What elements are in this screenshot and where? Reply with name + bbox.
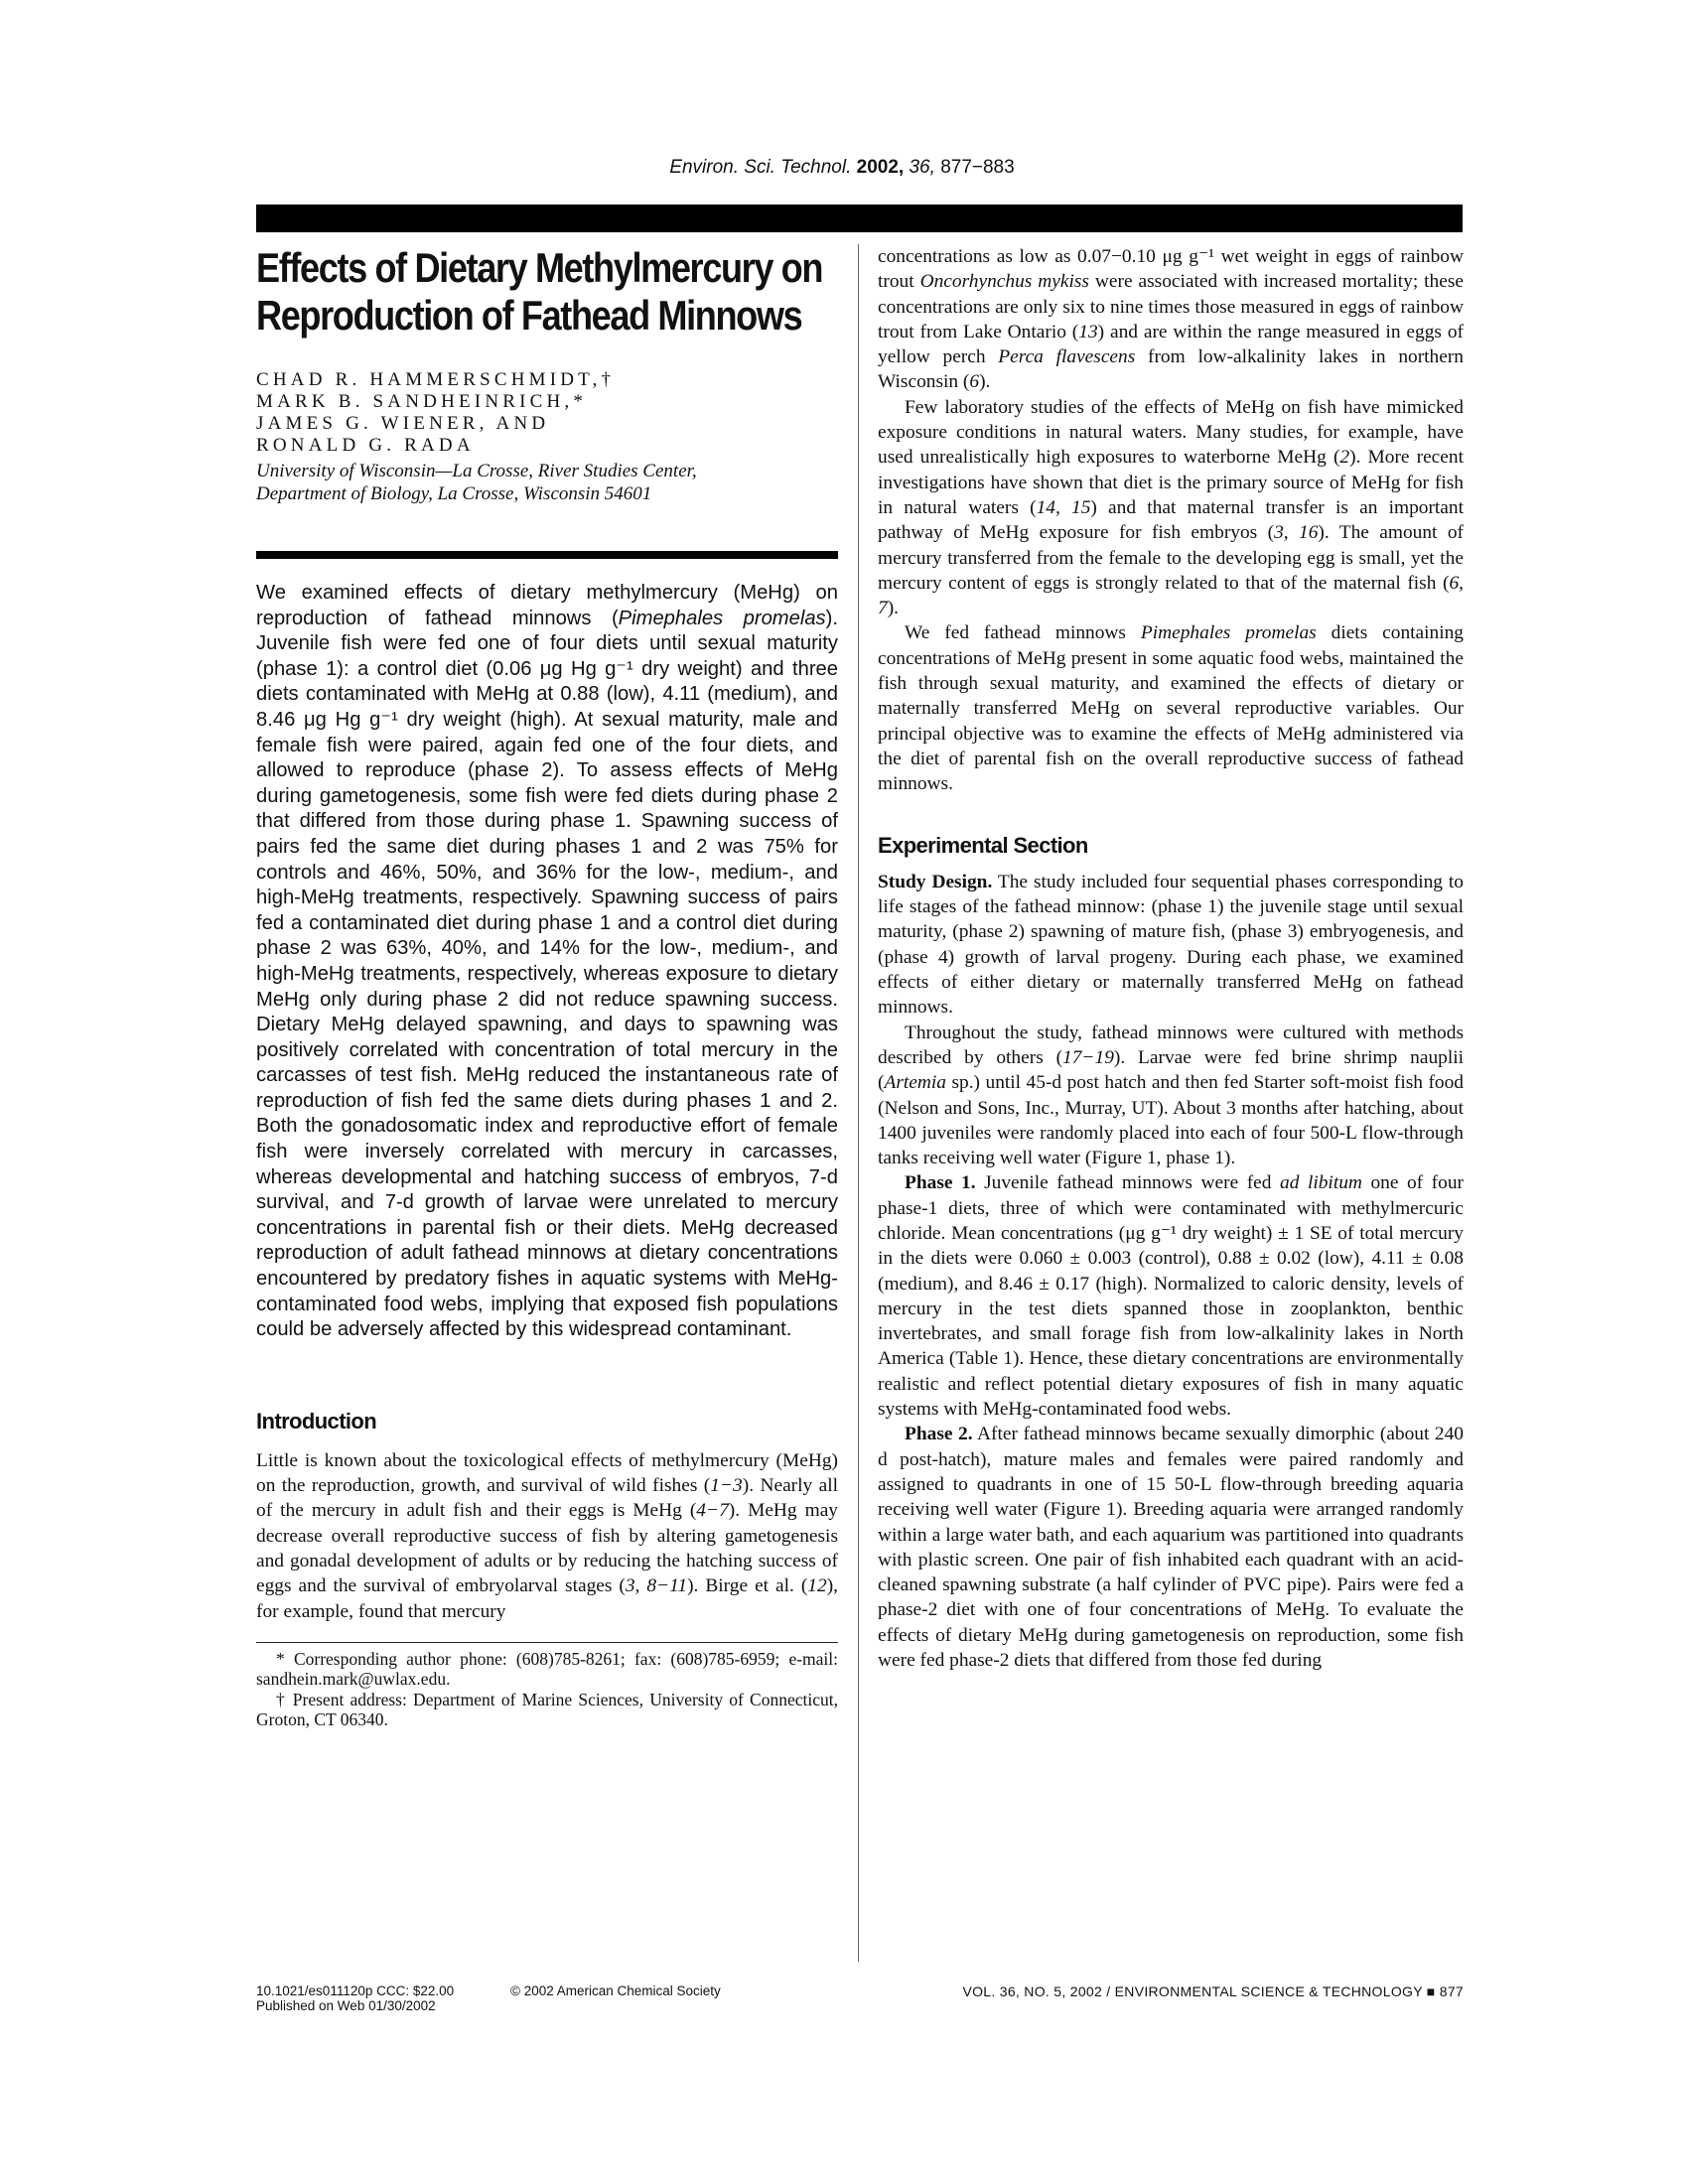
title-line-1: Effects of Dietary Methylmercury on — [256, 244, 823, 291]
species-name: Pimephales promelas — [618, 607, 826, 629]
paragraph: Throughout the study, fathead minnows were cultured with methods described by others (17−19). Larvae were fed brine shrimp nauplii (Artemia sp.) until 45-d post hatch and then fed Starter soft-moist fish food (Nelson and Sons, Inc., Murray, UT). About 3 months after hatching, about 1400 juveniles were randomly placed into each of four 500-L flow-through tanks receiving well water (Figure 1, phase 1). — [878, 1022, 1465, 1169]
abstract-rule — [256, 551, 838, 559]
article-title — [256, 244, 845, 340]
copyright: © 2002 American Chemical Society — [510, 1983, 721, 1998]
citation: 12 — [807, 1575, 827, 1597]
paragraph: Phase 2. After fathead minnows became sexually dimorphic (about 240 d post-hatch), mature males and females were paired randomly and assigned to quadrants in one of 15 50-L flow-through breeding aquaria receiving well water (Figure 1). Breeding aquaria were arranged randomly within a large water bath, and each aquarium was partitioned into quadrants with plastic screen. One pair of fish inhabited each quadrant with an acid-cleaned spawning substrate (a half cylinder of PVC pipe). Pairs were fed a phase-2 diet with one of four concentrations of MeHg. To evaluate the effects of dietary MeHg during gametogenesis on reproduction, some fish were fed phase-2 diets that differed from those fed during — [878, 1424, 1464, 1672]
author: JAMES G. WIENER, AND — [256, 413, 550, 434]
experimental-section-heading: Experimental Section — [878, 832, 1088, 858]
citation: 6, 7 — [878, 572, 1464, 619]
author-list — [256, 369, 838, 457]
citation: 13 — [1078, 321, 1098, 342]
citation: 6 — [969, 371, 980, 393]
running-head — [0, 157, 1684, 179]
run-in-heading: Study Design. — [878, 871, 993, 892]
header-bar — [256, 205, 1463, 232]
affiliation — [256, 460, 838, 505]
footnote-rule — [256, 1642, 838, 1643]
run-in-heading: Phase 2. — [905, 1424, 973, 1445]
footer-right: VOL. 36, NO. 5, 2002 / ENVIRONMENTAL SCIENCE & TECHNOLOGY ■ 877 — [962, 1983, 1464, 1999]
author: RONALD G. RADA — [256, 435, 475, 456]
author: CHAD R. HAMMERSCHMIDT,† — [256, 369, 616, 390]
paragraph: concentrations as low as 0.07−0.10 μg g⁻¹ wet weight in eggs of rainbow trout Oncorhynchus mykiss were associated with increased mortality; these concentrations are only six to nine times those measured in eggs of rainbow trout from Lake Ontario (13) and are within the range measured in eggs of yellow perch Perca flavescens from low-alkalinity lakes in northern Wisconsin (6). — [878, 246, 1465, 393]
species-name: Pimephales promelas — [1140, 622, 1317, 644]
species-name: Artemia — [884, 1072, 946, 1094]
species-name: Oncorhynchus mykiss — [919, 271, 1089, 293]
left-column — [256, 244, 838, 1730]
paragraph: We fed fathead minnows Pimephales promelas diets containing concentrations of MeHg present in some aquatic food webs, maintained the fish through sexual maturity, and examined the effects of dietary or maternally transferred MeHg on several reproductive variables. Our principal objective was to examine the effects of MeHg administered via the diet of parental fish on the overall reproductive success of fathead minnows. — [878, 622, 1464, 795]
journal-name: Environ. Sci. Technol. — [669, 157, 852, 178]
citation: 2 — [1339, 447, 1350, 469]
citation: 14, 15 — [1036, 496, 1091, 518]
footer-left — [256, 1983, 838, 2013]
affiliation-line-1: University of Wisconsin—La Crosse, River Studies Center, — [256, 461, 697, 481]
journal-volume: 36, — [909, 157, 935, 178]
citation: 4−7 — [696, 1500, 729, 1522]
introduction-text: Little is known about the toxicological effects of methylmercury (MeHg) on the reproduction, growth, and survival of wild fishes (1−3). Nearly all of the mercury in adult fish and their eggs is MeHg (4−7). MeHg may decrease overall reproductive success of fish by altering gametogenesis and gonadal development of adults or by reducing the hatching success of eggs and the survival of embryolarval stages (3, 8−11). Birge et al. (12), for example, found that mercury — [256, 1449, 839, 1622]
species-name: Perca flavescens — [998, 346, 1136, 368]
citation: 17−19 — [1062, 1046, 1114, 1068]
journal-pages: 877−883 — [940, 157, 1015, 178]
introduction-heading: Introduction — [256, 1408, 377, 1433]
corresponding-author-note: * Corresponding author phone: (608)785-8261; fax: (608)785-6959; e-mail: sandhein.mark@uwlax.edu. — [256, 1648, 838, 1690]
run-in-heading: Phase 1. — [905, 1172, 976, 1194]
footnotes — [256, 1649, 838, 1730]
paragraph: Phase 1. Juvenile fathead minnows were fed ad libitum one of four phase-1 diets, three of which were contaminated with methylmercuric chloride. Mean concentrations (μg g⁻¹ dry weight) ± 1 SE of total mercury in the diets were 0.060 ± 0.003 (control), 0.88 ± 0.02 (low), 4.11 ± 0.08 (medium), and 8.46 ± 0.17 (high). Normalized to caloric density, levels of mercury in the test diets spanned those in zooplankton, benthic invertebrates, and small forage fish from low-alkalinity lakes in North America (Table 1). Hence, these dietary concentrations are environmentally realistic and reflect potential dietary exposures of fish in many aquatic systems with MeHg-contaminated food webs. — [878, 1172, 1464, 1421]
citation: 1−3 — [710, 1475, 743, 1497]
title-line-2: Reproduction of Fathead Minnows — [256, 292, 802, 339]
paragraph: Few laboratory studies of the effects of MeHg on fish have mimicked exposure conditions in natural waters. Many studies, for example, have used unrealistically high exposures to waterborne MeHg (2). More recent investigations have shown that diet is the primary source of MeHg for fish in natural waters (14, 15) and that maternal transfer is an important pathway of MeHg exposure for fish embryos (3, 16). The amount of mercury transferred from the female to the developing egg is small, yet the mercury content of eggs is strongly related to that of the maternal fish (6, 7). — [878, 396, 1464, 619]
author: MARK B. SANDHEINRICH,* — [256, 391, 588, 412]
affiliation-line-2: Department of Biology, La Crosse, Wisconsin 54601 — [256, 483, 652, 504]
paragraph: Study Design. The study included four sequential phases corresponding to life stages of the fathead minnow: (phase 1) the juvenile stage until sexual maturity, (phase 2) spawning of mature fish, (phase 3) embryogenesis, and (phase 4) growth of larval progeny. During each phase, we examined effects of either dietary or maternally transferred MeHg on fathead minnows. — [878, 871, 1464, 1019]
doi-line: 10.1021/es011120p CCC: $22.00 — [256, 1983, 455, 1998]
right-column — [878, 244, 1464, 1673]
published-date: Published on Web 01/30/2002 — [256, 1998, 436, 2013]
journal-year: 2002, — [856, 157, 905, 178]
citation: 3, 8−11 — [625, 1575, 688, 1597]
column-divider — [858, 244, 859, 1962]
citation: 3, 16 — [1274, 522, 1319, 544]
abstract: We examined effects of dietary methylmercury (MeHg) on reproduction of fathead minnows (Pimephales promelas). Juvenile fish were fed one of four diets until sexual maturity (phase 1): a control diet (0.06 μg Hg g⁻¹ dry weight) and three diets contaminated with MeHg at 0.88 (low), 4.11 (medium), and 8.46 μg Hg g⁻¹ dry weight (high). At sexual maturity, male and female fish were paired, again fed one of the four diets, and allowed to reproduce (phase 2). To assess effects of MeHg during gametogenesis, some fish were fed diets during phase 2 that differed from those during phase 1. Spawning success of pairs fed the same diet during phases 1 and 2 was 75% for controls and 46%, 50%, and 36% for the low-, medium-, and high-MeHg treatments, respectively. Spawning success of pairs fed a contaminated diet during phase 1 and a control diet during phase 2 was 63%, 40%, and 14% for the low-, medium-, and high-MeHg treatments, respectively, whereas exposure to dietary MeHg only during phase 2 did not reduce spawning success. Dietary MeHg delayed spawning, and days to spawning was positively correlated with concentration of total mercury in the carcasses of test fish. MeHg reduced the instantaneous rate of reproduction of fish fed the same diets during phases 1 and 2. Both the gonadosomatic index and reproductive effort of female fish were inversely correlated with mercury in carcasses, whereas developmental and hatching success of embryos, 7-d survival, and 7-d growth of larvae were unrelated to mercury concentrations in parental fish or their diets. MeHg decreased reproduction of adult fathead minnows at dietary concentrations encountered by predatory fishes in aquatic systems with MeHg-contaminated food webs, implying that exposed fish populations could be adversely affected by this widespread contaminant. — [256, 582, 838, 1341]
present-address-note: † Present address: Department of Marine Sciences, University of Connecticut, Groton, CT 06340. — [256, 1689, 838, 1730]
